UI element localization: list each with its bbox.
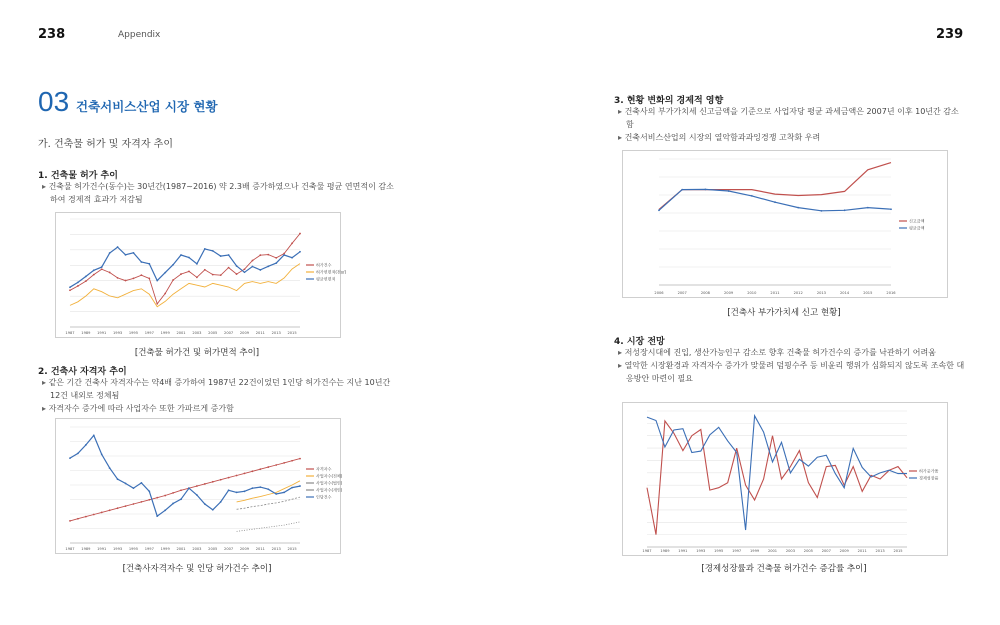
right-page-number: 239	[936, 27, 964, 42]
x-tick-label: 1995	[128, 547, 139, 551]
data-point	[69, 289, 71, 291]
chart-architects	[55, 418, 341, 554]
x-tick-label: 2003	[192, 547, 202, 551]
x-tick-label: 1989	[81, 331, 91, 335]
data-point	[291, 257, 293, 259]
x-tick-label: 2011	[255, 331, 265, 335]
data-point	[291, 487, 293, 489]
x-tick-label: 2007	[677, 291, 687, 295]
x-tick-label: 1987	[65, 547, 75, 551]
heading-economic: 3. 현황 변화의 경제적 영향	[614, 96, 724, 106]
data-point	[275, 464, 277, 466]
data-point	[148, 263, 150, 265]
data-point	[156, 280, 158, 282]
data-point	[101, 266, 103, 268]
data-point	[85, 444, 87, 446]
data-point	[252, 470, 254, 472]
data-point	[212, 274, 214, 276]
data-point	[291, 460, 293, 462]
data-point	[85, 280, 87, 282]
x-tick-label: 2015	[863, 291, 873, 295]
bullets-outlook	[616, 346, 966, 385]
data-point	[299, 233, 301, 235]
data-point	[299, 485, 301, 487]
data-point	[156, 497, 158, 499]
data-point	[125, 254, 127, 256]
series-line-1	[70, 459, 300, 521]
data-point	[658, 209, 660, 211]
x-tick-label: 2013	[816, 291, 826, 295]
bullet-item: ▸ 자격자수 증가에 따라 사업자수 또한 가파르게 증가함	[40, 402, 400, 415]
heading-architects: 2. 건축사 자격자 추이	[38, 367, 127, 377]
x-tick-label: 2007	[821, 549, 831, 553]
data-point	[220, 501, 222, 503]
x-tick-label: 1997	[144, 331, 154, 335]
series-line-5	[70, 435, 300, 516]
data-point	[117, 246, 119, 248]
data-point	[204, 503, 206, 505]
chart-permits	[55, 212, 347, 338]
data-point	[109, 272, 111, 274]
data-point	[164, 509, 166, 511]
x-tick-label: 2013	[875, 549, 885, 553]
data-point	[69, 286, 71, 288]
x-tick-label: 2003	[192, 331, 202, 335]
data-point	[728, 190, 730, 192]
x-tick-label: 2009	[839, 549, 849, 553]
x-tick-label: 1999	[750, 549, 760, 553]
data-point	[69, 457, 71, 459]
data-point	[275, 262, 277, 264]
data-point	[220, 255, 222, 257]
data-point	[188, 487, 190, 489]
x-tick-label: 2015	[287, 331, 297, 335]
data-point	[93, 435, 95, 437]
x-tick-label: 2001	[767, 549, 778, 553]
data-point	[196, 263, 198, 265]
data-point	[69, 520, 71, 522]
data-point	[228, 254, 230, 256]
legend-label: 사업자수(법인)	[316, 480, 343, 486]
data-point	[125, 280, 127, 282]
x-tick-label: 1993	[696, 549, 706, 553]
data-point	[705, 189, 707, 191]
data-point	[188, 257, 190, 259]
data-point	[133, 503, 135, 505]
bullets-economic	[616, 105, 966, 144]
data-point	[172, 279, 174, 281]
data-point	[212, 481, 214, 483]
legend-label: 인당건수	[316, 494, 332, 500]
running-head: Appendix	[118, 30, 161, 40]
x-tick-label: 2011	[770, 291, 780, 295]
data-point	[93, 514, 95, 516]
data-point	[85, 516, 87, 518]
bullet-item: ▸ 열악한 시장환경과 자격자수 증가가 맞물려 덤핑수주 등 비윤리 행위가 심화되지 않도록 조속한 대응방안 마련이 필요	[616, 359, 966, 385]
data-point	[77, 281, 79, 283]
data-point	[244, 490, 246, 492]
data-point	[180, 254, 182, 256]
data-point	[109, 467, 111, 469]
data-point	[774, 201, 776, 203]
legend-label: 허가연면적(천㎡)	[316, 269, 347, 275]
data-point	[140, 261, 142, 263]
bullet-item: ▸ 같은 기간 건축사 자격자수는 약4배 증가하여 1987년 22건이었던 1인당 허가건수는 지난 10년간 12건 내외로 정체됨	[40, 376, 400, 402]
left-page-number: 238	[38, 27, 66, 42]
legend-label: 허가증가율	[919, 468, 939, 474]
data-point	[109, 509, 111, 511]
data-point	[867, 207, 869, 209]
legend-label: 사업자수(전체)	[316, 473, 343, 479]
data-point	[172, 503, 174, 505]
data-point	[77, 285, 79, 287]
data-point	[212, 250, 214, 252]
x-tick-label: 2015	[893, 549, 903, 553]
data-point	[101, 268, 103, 270]
data-point	[259, 269, 261, 271]
data-point	[164, 495, 166, 497]
data-point	[204, 483, 206, 485]
data-point	[77, 518, 79, 520]
data-point	[204, 269, 206, 271]
data-point	[85, 276, 87, 278]
data-point	[299, 251, 301, 253]
data-point	[228, 267, 230, 269]
section-title: 건축서비스산업 시장 현황	[76, 99, 218, 114]
data-point	[156, 303, 158, 305]
data-point	[133, 252, 135, 254]
data-point	[196, 494, 198, 496]
x-tick-label: 2001	[176, 547, 186, 551]
x-tick-label: 1989	[81, 547, 91, 551]
series-line-3	[237, 497, 300, 509]
section-number: 03	[38, 86, 70, 117]
x-tick-label: 1993	[113, 331, 123, 335]
heading-outlook: 4. 시장 전망	[614, 337, 665, 347]
x-tick-label: 2016	[886, 291, 896, 295]
x-tick-label: 2013	[271, 547, 281, 551]
series-line-3	[70, 247, 300, 287]
data-point	[148, 490, 150, 492]
chart-vat	[622, 150, 948, 298]
legend-label: 허가건수	[316, 262, 332, 268]
data-point	[267, 466, 269, 468]
bullet-item: ▸ 저성장시대에 진입, 생산가능인구 감소로 향후 건축물 허가건수의 증가를 낙관하기 어려움	[616, 346, 966, 359]
data-point	[140, 274, 142, 276]
data-point	[101, 512, 103, 514]
data-point	[228, 489, 230, 491]
data-point	[220, 479, 222, 481]
permits-chart-svg	[56, 213, 347, 337]
data-point	[180, 489, 182, 491]
data-point	[220, 274, 222, 276]
caption-architects: [건축사자격자수 및 인당 허가건수 추이]	[122, 564, 272, 574]
x-tick-label: 2011	[857, 549, 867, 553]
data-point	[299, 458, 301, 460]
data-point	[77, 452, 79, 454]
data-point	[275, 493, 277, 495]
data-point	[109, 252, 111, 254]
data-point	[291, 242, 293, 244]
data-point	[164, 293, 166, 295]
x-tick-label: 1991	[678, 549, 688, 553]
x-tick-label: 2013	[271, 331, 281, 335]
data-point	[188, 270, 190, 272]
data-point	[140, 482, 142, 484]
x-tick-label: 2001	[176, 331, 186, 335]
legend-label: 평균연면적	[316, 276, 336, 282]
bullets-permits	[40, 180, 400, 206]
data-point	[751, 195, 753, 197]
section-subtitle: 가. 건축물 허가 및 자격자 추이	[38, 139, 173, 150]
bullet-item: ▸ 건축서비스산업의 시장의 열악함과과잉경쟁 고착화 우려	[616, 131, 966, 144]
data-point	[244, 473, 246, 475]
x-tick-label: 1999	[160, 331, 170, 335]
x-tick-label: 2011	[255, 547, 265, 551]
x-tick-label: 2009	[724, 291, 734, 295]
vat-chart-svg	[623, 151, 947, 297]
data-point	[283, 491, 285, 493]
x-tick-label: 2014	[840, 291, 850, 295]
x-tick-label: 1993	[113, 547, 123, 551]
x-tick-label: 1987	[642, 549, 652, 553]
data-point	[148, 278, 150, 280]
data-point	[228, 477, 230, 479]
data-point	[259, 254, 261, 256]
data-point	[125, 483, 127, 485]
data-point	[259, 468, 261, 470]
x-tick-label: 1999	[160, 547, 170, 551]
data-point	[844, 209, 846, 211]
data-point	[681, 189, 683, 191]
series-line-2	[659, 189, 891, 210]
data-point	[283, 462, 285, 464]
x-tick-label: 1987	[65, 331, 75, 335]
legend-label: 자격자수	[316, 466, 332, 472]
bullets-architects	[40, 376, 400, 415]
x-tick-label: 1991	[97, 331, 107, 335]
data-point	[140, 501, 142, 503]
data-point	[821, 210, 823, 212]
bullet-item: ▸ 건축물 허가건수(동수)는 30년간(1987~2016) 약 2.3배 증가하였으나 건축물 평균 연면적이 감소하여 경제적 효과가 저감됨	[40, 180, 400, 206]
data-point	[212, 509, 214, 511]
x-tick-label: 2012	[793, 291, 803, 295]
x-tick-label: 2005	[208, 331, 218, 335]
data-point	[244, 271, 246, 273]
architects-chart-svg	[56, 419, 343, 553]
series-line-4	[237, 522, 300, 532]
x-tick-label: 1997	[732, 549, 742, 553]
data-point	[101, 454, 103, 456]
caption-permits: [건축물 허가건 및 허가면적 추이]	[134, 348, 260, 358]
x-tick-label: 2010	[747, 291, 757, 295]
x-tick-label: 2007	[224, 547, 234, 551]
heading-permits: 1. 건축물 허가 추이	[38, 171, 118, 181]
data-point	[236, 273, 238, 275]
x-tick-label: 2015	[287, 547, 297, 551]
data-point	[252, 487, 254, 489]
legend-label: 경제성장률	[919, 475, 939, 481]
data-point	[196, 485, 198, 487]
data-point	[117, 478, 119, 480]
data-point	[236, 475, 238, 477]
x-tick-label: 2007	[224, 331, 234, 335]
data-point	[267, 488, 269, 490]
legend-label: 신고금액	[909, 218, 925, 224]
data-point	[196, 276, 198, 278]
x-tick-label: 2006	[654, 291, 664, 295]
caption-vat: [건축사 부가가치세 신고 현황]	[727, 308, 841, 318]
data-point	[259, 486, 261, 488]
data-point	[133, 278, 135, 280]
data-point	[180, 498, 182, 500]
data-point	[93, 274, 95, 276]
data-point	[180, 273, 182, 275]
legend-label: 평균금액	[909, 225, 925, 231]
x-tick-label: 1997	[144, 547, 154, 551]
data-point	[275, 257, 277, 259]
legend-label: 사업자수(개인)	[316, 487, 343, 493]
data-point	[164, 272, 166, 274]
x-tick-label: 1995	[128, 331, 139, 335]
data-point	[172, 492, 174, 494]
data-point	[117, 507, 119, 509]
data-point	[148, 499, 150, 501]
chart-growth	[622, 402, 948, 556]
data-point	[117, 277, 119, 279]
data-point	[283, 254, 285, 256]
x-tick-label: 2005	[803, 549, 813, 553]
x-tick-label: 2008	[700, 291, 710, 295]
x-tick-label: 2009	[239, 331, 250, 335]
data-point	[252, 266, 254, 268]
data-point	[797, 207, 799, 209]
x-tick-label: 2003	[785, 549, 796, 553]
data-point	[236, 265, 238, 267]
data-point	[93, 269, 95, 271]
data-point	[133, 487, 135, 489]
caption-growth: [경제성장률과 건축물 허가건수 증감률 추이]	[701, 564, 867, 574]
data-point	[267, 265, 269, 267]
data-point	[267, 254, 269, 256]
x-tick-label: 1991	[97, 547, 107, 551]
x-tick-label: 1995	[714, 549, 724, 553]
data-point	[244, 268, 246, 270]
series-line-2	[237, 481, 300, 502]
x-tick-label: 2009	[239, 547, 250, 551]
data-point	[156, 515, 158, 517]
data-point	[890, 208, 892, 210]
x-tick-label: 1989	[660, 549, 670, 553]
bullet-item: ▸ 건축사의 부가가치세 신고금액을 기준으로 사업자당 평균 과세금액은 2007년 이후 10년간 감소함	[616, 105, 966, 131]
growth-chart-svg	[623, 403, 947, 555]
x-tick-label: 2005	[208, 547, 218, 551]
data-point	[252, 260, 254, 262]
data-point	[204, 248, 206, 250]
data-point	[236, 491, 238, 493]
data-point	[125, 505, 127, 507]
data-point	[172, 264, 174, 266]
